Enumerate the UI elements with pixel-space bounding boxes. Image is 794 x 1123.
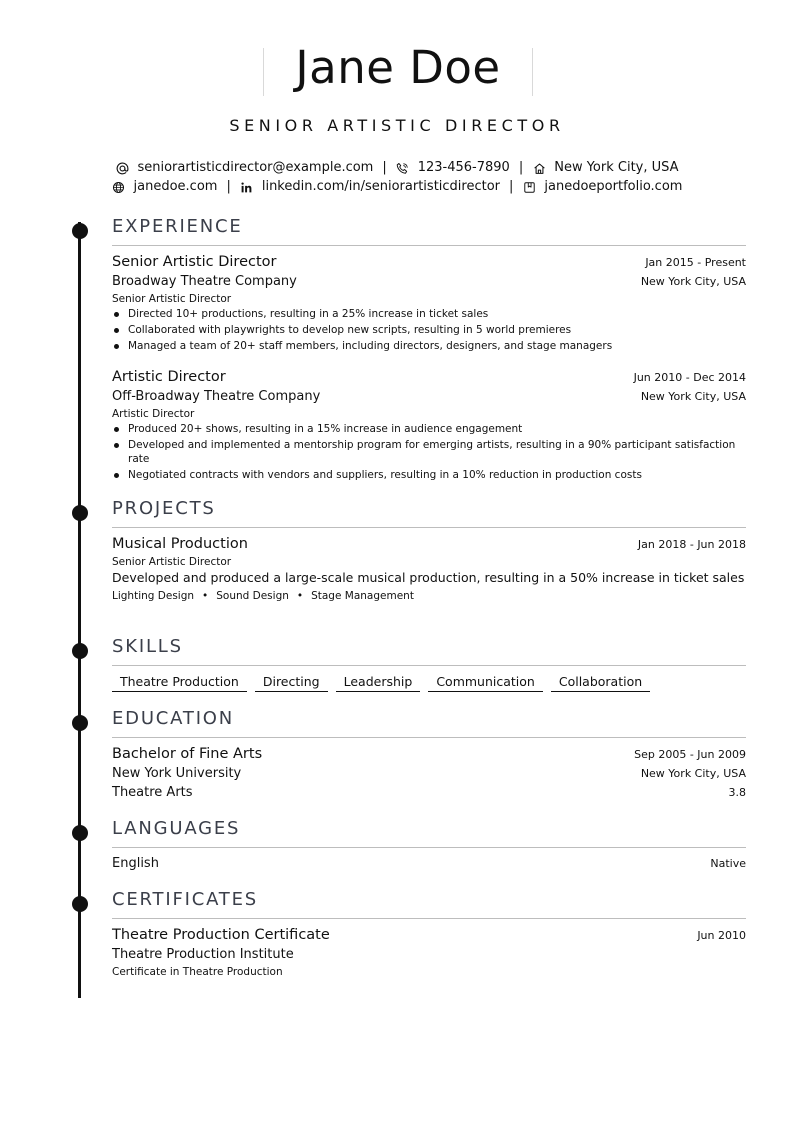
contact-row-1: [0, 159, 794, 177]
skill-tag: Collaboration: [551, 673, 650, 692]
experience-company: Broadway Theatre Company: [112, 274, 297, 289]
contact-separator: |: [518, 160, 524, 175]
experience-location: New York City, USA: [640, 275, 746, 288]
education-degree: Bachelor of Fine Arts: [112, 746, 263, 762]
certificate-date: Jun 2010: [697, 929, 746, 942]
experience-position: Senior Artistic Director: [112, 254, 277, 270]
contact-linkedin-text: linkedin.com/in/seniorartisticdirector: [261, 179, 501, 194]
contact-email-text: seniorartisticdirector@example.com: [137, 160, 374, 175]
globe-icon: [112, 180, 126, 194]
project-description: Developed and produced a large-scale musical production, resulting in a 50% increase in ticket sales: [112, 570, 745, 585]
contact-location-text: New York City, USA: [554, 160, 679, 175]
name-frame: [263, 41, 533, 96]
project-date: Jan 2018 - Jun 2018: [637, 538, 746, 551]
contact-row-2: [0, 178, 794, 196]
section-title-languages: LANGUAGES: [112, 819, 746, 848]
timeline-dot-projects: [72, 505, 88, 521]
certificate-issuer: Theatre Production Institute: [112, 947, 294, 962]
contact-website[interactable]: [112, 178, 218, 196]
certificate-entry: [112, 925, 746, 980]
experience-date: Jun 2010 - Dec 2014: [633, 371, 746, 384]
contact-location: [532, 159, 678, 177]
education-gpa: 3.8: [728, 786, 746, 799]
project-role: Senior Artistic Director: [112, 556, 232, 568]
skill-tag: Communication: [428, 673, 543, 692]
contact-phone[interactable]: [396, 159, 510, 177]
portfolio-icon: [522, 180, 536, 194]
experience-entry: [112, 252, 746, 355]
candidate-title: SENIOR ARTISTIC DIRECTOR: [229, 116, 565, 135]
certificate-summary: Certificate in Theatre Production: [112, 966, 283, 978]
highlight-item: Developed and implemented a mentorship program for emerging artists, resulting in a 90% participant satisfaction rate: [112, 438, 746, 466]
experience-position: Artistic Director: [112, 369, 226, 385]
skill-tag: Directing: [255, 673, 328, 692]
language-entry: [112, 854, 746, 873]
keyword: Stage Management: [311, 590, 414, 602]
section-title-certificates: CERTIFICATES: [112, 890, 746, 919]
timeline-line: [78, 222, 81, 998]
keyword: Sound Design: [216, 590, 289, 602]
experience-date: Jan 2015 - Present: [645, 256, 746, 269]
contact-separator: |: [509, 179, 514, 194]
linkedin-icon: [240, 180, 254, 194]
contact-portfolio[interactable]: [522, 178, 682, 196]
section-title-experience: EXPERIENCE: [112, 217, 746, 246]
education-field: Theatre Arts: [112, 785, 193, 800]
keyword-separator: •: [202, 590, 209, 602]
language-fluency: Native: [710, 857, 746, 870]
highlight-item: Negotiated contracts with vendors and suppliers, resulting in a 10% reduction in production costs: [112, 468, 746, 482]
contact-website-text: janedoe.com: [133, 179, 218, 194]
highlight-item: Directed 10+ productions, resulting in a 25% increase in ticket sales: [112, 307, 746, 321]
experience-location: New York City, USA: [640, 390, 746, 403]
contact-separator: |: [226, 179, 231, 194]
contact-phone-text: 123-456-7890: [417, 160, 510, 175]
section-title-skills: SKILLS: [112, 637, 746, 666]
timeline-dot-certificates: [72, 896, 88, 912]
timeline-dot-skills: [72, 643, 88, 659]
contact-portfolio-text: janedoeportfolio.com: [544, 179, 683, 194]
project-entry: [112, 534, 746, 604]
home-icon: [532, 161, 546, 175]
timeline-dot-experience: [72, 223, 88, 239]
highlight-item: Managed a team of 20+ staff members, including directors, designers, and stage managers: [112, 339, 746, 353]
highlight-item: Collaborated with playwrights to develop new scripts, resulting in 5 world premieres: [112, 323, 746, 337]
project-name: Musical Production: [112, 536, 248, 552]
contact-separator: |: [382, 160, 387, 175]
experience-highlights: [112, 307, 746, 353]
certificate-name: Theatre Production Certificate: [112, 927, 330, 943]
highlight-item: Produced 20+ shows, resulting in a 15% increase in audience engagement: [112, 422, 746, 436]
skill-tag: Theatre Production: [112, 673, 247, 692]
section-title-education: EDUCATION: [112, 709, 746, 738]
language-name: English: [112, 856, 159, 871]
at-icon: [115, 161, 129, 175]
education-date: Sep 2005 - Jun 2009: [634, 748, 746, 761]
education-school: New York University: [112, 766, 242, 781]
education-location: New York City, USA: [640, 767, 746, 780]
skill-tag: Leadership: [336, 673, 421, 692]
experience-company: Off-Broadway Theatre Company: [112, 389, 321, 404]
keyword: Lighting Design: [112, 590, 195, 602]
keyword-separator: •: [296, 590, 304, 602]
project-keywords: [112, 588, 746, 604]
experience-role: Artistic Director: [112, 408, 195, 420]
section-title-projects: PROJECTS: [112, 499, 746, 528]
candidate-name: Jane Doe: [295, 41, 501, 94]
experience-highlights: [112, 422, 746, 482]
education-entry: [112, 744, 746, 802]
phone-icon: [396, 161, 410, 175]
contact-linkedin[interactable]: [240, 178, 500, 196]
experience-role: Senior Artistic Director: [112, 293, 232, 305]
contact-email[interactable]: [115, 159, 373, 177]
experience-entry: [112, 367, 746, 484]
skills-list: [112, 673, 746, 692]
timeline-dot-education: [72, 715, 88, 731]
timeline-dot-languages: [72, 825, 88, 841]
